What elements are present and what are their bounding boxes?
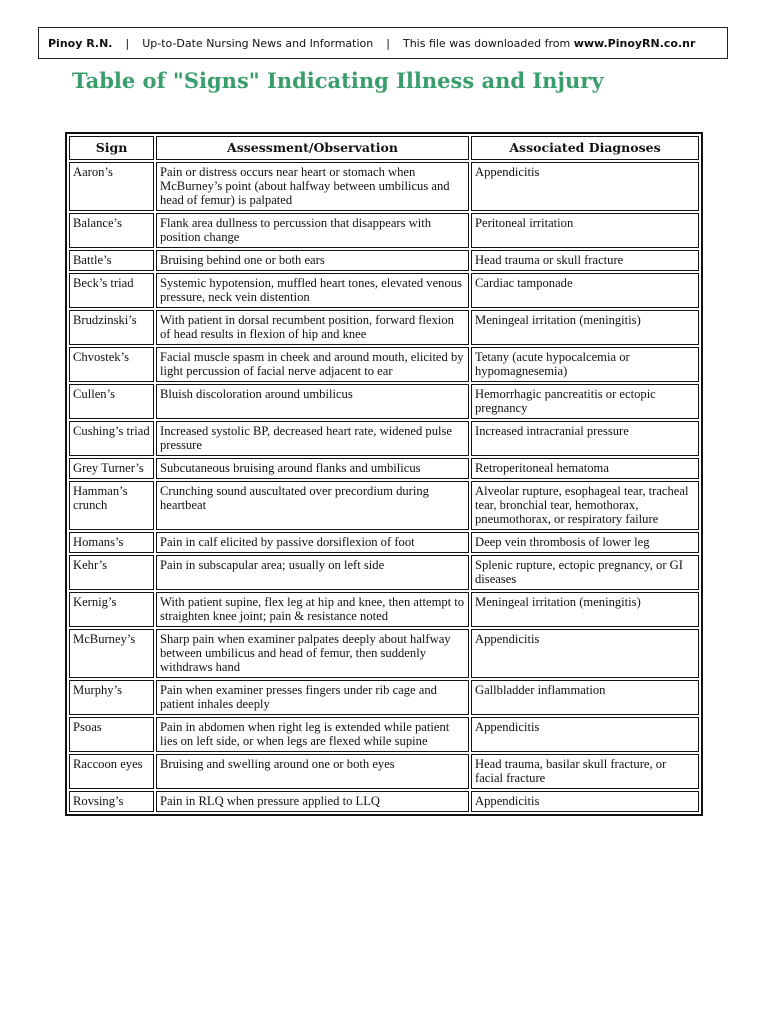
column-header-diagnoses: Associated Diagnoses	[471, 136, 699, 160]
sign-cell: Battle’s	[69, 250, 154, 271]
site-header-bar	[38, 27, 728, 59]
diagnoses-cell: Appendicitis	[471, 629, 699, 678]
sign-cell: Chvostek’s	[69, 347, 154, 382]
table-row	[69, 717, 699, 752]
column-header-sign: Sign	[69, 136, 154, 160]
diagnoses-cell: Splenic rupture, ectopic pregnancy, or GI diseases	[471, 555, 699, 590]
table-row	[69, 592, 699, 627]
sign-cell: Kernig’s	[69, 592, 154, 627]
diagnoses-cell: Cardiac tamponade	[471, 273, 699, 308]
sign-cell: Murphy’s	[69, 680, 154, 715]
sign-cell: Brudzinski’s	[69, 310, 154, 345]
assessment-cell: Pain or distress occurs near heart or stomach when McBurney’s point (about halfway between umbilicus and head of femur) is palpated	[156, 162, 469, 211]
sign-cell: Hamman’s crunch	[69, 481, 154, 530]
diagnoses-cell: Head trauma, basilar skull fracture, or facial fracture	[471, 754, 699, 789]
table-body	[69, 162, 699, 812]
sign-cell: Kehr’s	[69, 555, 154, 590]
sign-cell: McBurney’s	[69, 629, 154, 678]
sign-cell: Homans’s	[69, 532, 154, 553]
diagnoses-cell: Appendicitis	[471, 717, 699, 752]
table-row	[69, 250, 699, 271]
table-row	[69, 481, 699, 530]
table-row	[69, 162, 699, 211]
site-tagline: Up-to-Date Nursing News and Information	[142, 36, 374, 50]
site-brand: Pinoy R.N.	[48, 36, 113, 50]
diagnoses-cell: Alveolar rupture, esophageal tear, tracheal tear, bronchial tear, hemothorax, pneumothorax, or respiratory failure	[471, 481, 699, 530]
assessment-cell: Increased systolic BP, decreased heart rate, widened pulse pressure	[156, 421, 469, 456]
table-row	[69, 310, 699, 345]
header-separator: |	[386, 36, 390, 50]
column-header-assessment: Assessment/Observation	[156, 136, 469, 160]
assessment-cell: Pain in RLQ when pressure applied to LLQ	[156, 791, 469, 812]
table-row	[69, 347, 699, 382]
assessment-cell: With patient in dorsal recumbent position, forward flexion of head results in flexion of hip and knee	[156, 310, 469, 345]
diagnoses-cell: Retroperitoneal hematoma	[471, 458, 699, 479]
sign-cell: Beck’s triad	[69, 273, 154, 308]
diagnoses-cell: Peritoneal irritation	[471, 213, 699, 248]
table-row	[69, 629, 699, 678]
assessment-cell: Bruising and swelling around one or both eyes	[156, 754, 469, 789]
assessment-cell: Flank area dullness to percussion that disappears with position change	[156, 213, 469, 248]
document-title: Table of "Signs" Indicating Illness and Injury	[72, 68, 604, 93]
diagnoses-cell: Meningeal irritation (meningitis)	[471, 592, 699, 627]
signs-table	[67, 134, 701, 814]
download-note: This file was downloaded from	[402, 36, 571, 50]
table-row	[69, 273, 699, 308]
assessment-cell: With patient supine, flex leg at hip and knee, then attempt to straighten knee joint; pain & resistance noted	[156, 592, 469, 627]
assessment-cell: Bruising behind one or both ears	[156, 250, 469, 271]
assessment-cell: Pain in abdomen when right leg is extended while patient lies on left side, or when legs are flexed while supine	[156, 717, 469, 752]
download-url-link[interactable]: www.PinoyRN.co.nr	[573, 36, 696, 50]
assessment-cell: Subcutaneous bruising around flanks and umbilicus	[156, 458, 469, 479]
table-row	[69, 555, 699, 590]
sign-cell: Balance’s	[69, 213, 154, 248]
diagnoses-cell: Gallbladder inflammation	[471, 680, 699, 715]
diagnoses-cell: Hemorrhagic pancreatitis or ectopic pregnancy	[471, 384, 699, 419]
sign-cell: Psoas	[69, 717, 154, 752]
diagnoses-cell: Appendicitis	[471, 162, 699, 211]
table-row	[69, 680, 699, 715]
assessment-cell: Bluish discoloration around umbilicus	[156, 384, 469, 419]
sign-cell: Cullen’s	[69, 384, 154, 419]
assessment-cell: Pain when examiner presses fingers under rib cage and patient inhales deeply	[156, 680, 469, 715]
diagnoses-cell: Increased intracranial pressure	[471, 421, 699, 456]
diagnoses-cell: Deep vein thrombosis of lower leg	[471, 532, 699, 553]
sign-cell: Grey Turner’s	[69, 458, 154, 479]
table-row	[69, 384, 699, 419]
diagnoses-cell: Tetany (acute hypocalcemia or hypomagnesemia)	[471, 347, 699, 382]
sign-cell: Cushing’s triad	[69, 421, 154, 456]
assessment-cell: Pain in subscapular area; usually on left side	[156, 555, 469, 590]
sign-cell: Rovsing’s	[69, 791, 154, 812]
table-row	[69, 791, 699, 812]
sign-cell: Raccoon eyes	[69, 754, 154, 789]
table-row	[69, 754, 699, 789]
assessment-cell: Facial muscle spasm in cheek and around mouth, elicited by light percussion of facial nerve adjacent to ear	[156, 347, 469, 382]
header-separator: |	[125, 36, 130, 50]
table-row	[69, 213, 699, 248]
table-row	[69, 421, 699, 456]
diagnoses-cell: Meningeal irritation (meningitis)	[471, 310, 699, 345]
signs-table-container	[65, 132, 703, 816]
sign-cell: Aaron’s	[69, 162, 154, 211]
assessment-cell: Systemic hypotension, muffled heart tones, elevated venous pressure, neck vein distention	[156, 273, 469, 308]
table-row	[69, 532, 699, 553]
table-header-row	[69, 136, 699, 160]
assessment-cell: Crunching sound auscultated over precordium during heartbeat	[156, 481, 469, 530]
diagnoses-cell: Head trauma or skull fracture	[471, 250, 699, 271]
table-row	[69, 458, 699, 479]
diagnoses-cell: Appendicitis	[471, 791, 699, 812]
assessment-cell: Sharp pain when examiner palpates deeply about halfway between umbilicus and head of femur, then suddenly withdraws hand	[156, 629, 469, 678]
assessment-cell: Pain in calf elicited by passive dorsiflexion of foot	[156, 532, 469, 553]
